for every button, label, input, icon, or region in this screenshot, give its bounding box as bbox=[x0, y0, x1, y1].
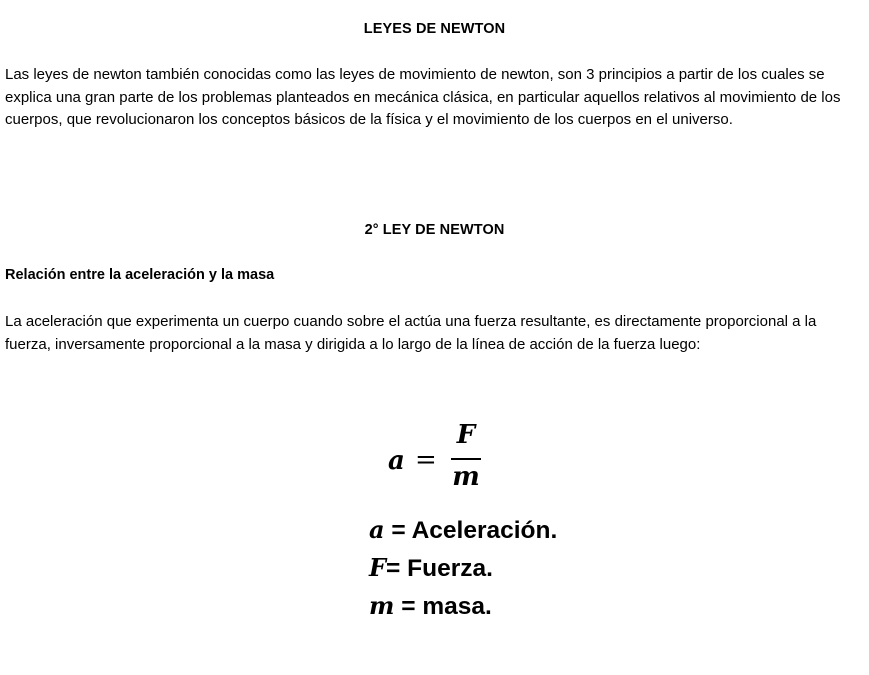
formula-lhs: a bbox=[388, 446, 405, 476]
definition-symbol: a bbox=[369, 515, 385, 544]
intro-paragraph: Las leyes de newton también conocidas como las leyes de movimiento de newton, son 3 principios a partir de los cuales se explica una gran parte de los problemas planteados en mecánica clásica, en particular aquellos relativos al movimiento de los cuerpos, que revolucionaron los conceptos básicos de la física y el movimiento de los cuerpos en el universo. bbox=[5, 66, 841, 128]
formula-numerator: F bbox=[456, 420, 476, 450]
definition-symbol: m bbox=[369, 591, 395, 620]
newton-second-law-formula bbox=[388, 420, 488, 500]
fraction-bar bbox=[451, 458, 481, 460]
definition-text: = Aceleración. bbox=[384, 517, 558, 544]
section-subtitle: Relación entre la aceleración y la masa bbox=[5, 267, 275, 283]
definition-acceleration bbox=[369, 511, 557, 549]
body-paragraph: La aceleración que experimenta un cuerpo cuando sobre el actúa una fuerza resultante, es directamente proporcional a la fuerza, inversamente proporcional a la masa y dirigida a lo largo de la línea de acción de la fuerza luego: bbox=[5, 313, 817, 353]
definition-symbol: F bbox=[369, 553, 387, 582]
definition-text: = masa. bbox=[394, 593, 492, 620]
definition-text: = Fuerza. bbox=[386, 555, 493, 582]
definition-mass bbox=[369, 587, 557, 625]
formula-equals: = bbox=[415, 445, 437, 475]
document-title: LEYES DE NEWTON bbox=[363, 21, 506, 37]
section-title: 2° LEY DE NEWTON bbox=[364, 222, 505, 238]
definition-force bbox=[369, 549, 557, 587]
formula-fraction bbox=[450, 420, 482, 500]
formula-denominator: m bbox=[452, 462, 480, 492]
variable-definitions bbox=[369, 511, 557, 625]
